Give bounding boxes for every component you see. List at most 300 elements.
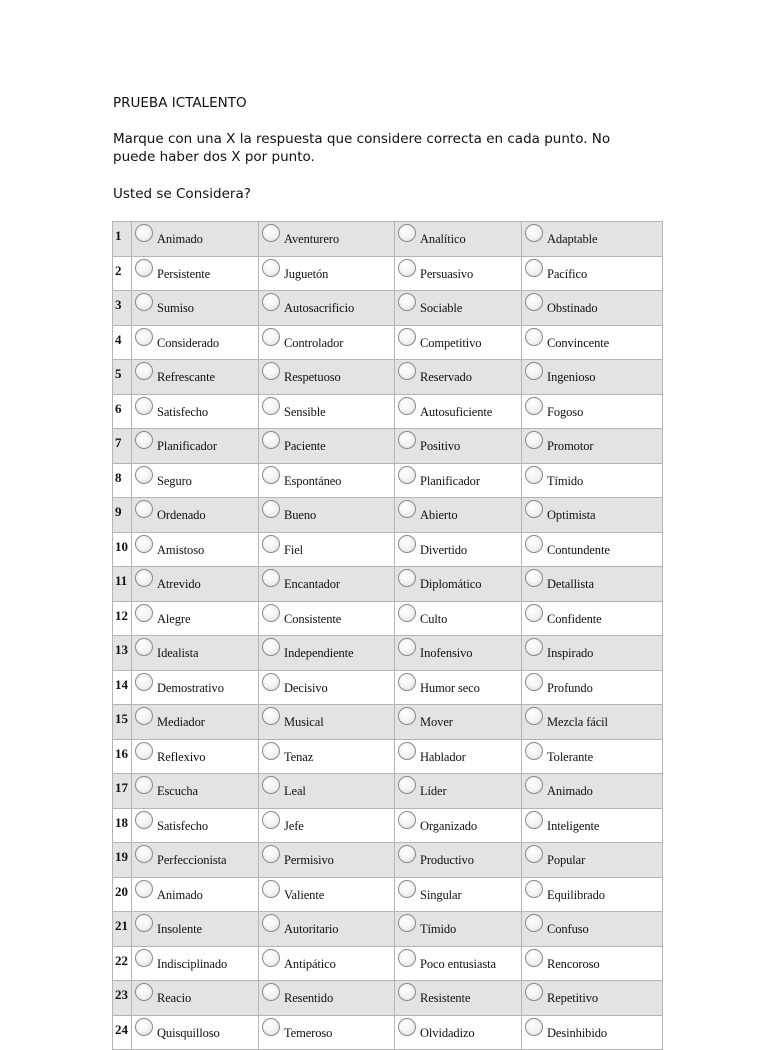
option-choice (259, 395, 394, 420)
row-number: 23 (113, 981, 132, 1016)
option-cell (395, 877, 522, 912)
option-cell (395, 325, 522, 360)
table-row (113, 325, 663, 360)
option-choice (522, 1016, 662, 1041)
option-choice (522, 740, 662, 765)
option-radio-button[interactable] (525, 673, 543, 691)
option-radio-button[interactable] (398, 914, 416, 932)
option-label: Fogoso (547, 404, 584, 419)
option-radio-button[interactable] (262, 673, 280, 691)
option-choice (395, 602, 521, 627)
option-choice (522, 981, 662, 1006)
option-radio-button[interactable] (262, 949, 280, 967)
table-row (113, 256, 663, 291)
option-label: Resentido (284, 991, 334, 1005)
option-choice (259, 498, 394, 523)
option-radio-button[interactable] (135, 811, 153, 829)
option-choice (132, 636, 258, 661)
option-radio-button[interactable] (135, 259, 153, 277)
option-choice (132, 257, 258, 282)
option-radio-button[interactable] (135, 880, 153, 898)
row-number: 5 (113, 360, 132, 395)
option-cell (259, 636, 395, 671)
option-choice (395, 326, 521, 351)
table-row (113, 877, 663, 912)
option-label: Reflexivo (157, 749, 206, 764)
option-choice (132, 1016, 258, 1041)
option-radio-button[interactable] (398, 569, 416, 587)
option-radio-button[interactable] (398, 845, 416, 863)
option-cell (522, 498, 663, 533)
option-radio-button[interactable] (398, 949, 416, 967)
option-radio-button[interactable] (398, 776, 416, 794)
option-label: Demostrativo (157, 680, 224, 695)
option-cell (395, 808, 522, 843)
option-radio-button[interactable] (398, 707, 416, 725)
option-radio-button[interactable] (398, 362, 416, 380)
option-radio-button[interactable] (525, 569, 543, 587)
option-radio-button[interactable] (525, 983, 543, 1001)
option-label: Ingenioso (547, 370, 596, 384)
option-cell (259, 567, 395, 602)
option-radio-button[interactable] (262, 328, 280, 346)
option-choice (395, 533, 521, 558)
option-cell (132, 843, 259, 878)
option-label: Líder (420, 784, 447, 798)
option-label: Juguetón (284, 266, 329, 281)
option-cell (132, 394, 259, 429)
table-row (113, 739, 663, 774)
option-choice (132, 878, 258, 903)
option-radio-button[interactable] (262, 1018, 280, 1036)
option-cell (395, 291, 522, 326)
option-cell (522, 325, 663, 360)
option-cell (259, 946, 395, 981)
option-choice (395, 429, 521, 454)
table-row (113, 843, 663, 878)
option-choice (132, 981, 258, 1006)
option-cell (132, 946, 259, 981)
option-radio-button[interactable] (525, 1018, 543, 1036)
option-cell (395, 670, 522, 705)
option-label: Repetitivo (547, 991, 599, 1005)
option-cell (259, 981, 395, 1016)
row-number: 9 (113, 498, 132, 533)
option-choice (522, 809, 662, 834)
row-number: 22 (113, 946, 132, 981)
table-row (113, 636, 663, 671)
option-radio-button[interactable] (135, 224, 153, 242)
option-choice (259, 809, 394, 834)
option-choice (259, 981, 394, 1006)
option-label: Animado (157, 887, 203, 902)
option-choice (522, 257, 662, 282)
option-cell (259, 670, 395, 705)
option-radio-button[interactable] (398, 431, 416, 449)
row-number: 13 (113, 636, 132, 671)
option-radio-button[interactable] (135, 742, 153, 760)
option-radio-button[interactable] (525, 811, 543, 829)
option-choice (395, 636, 521, 661)
option-cell (132, 567, 259, 602)
option-choice (132, 395, 258, 420)
option-radio-button[interactable] (398, 880, 416, 898)
option-cell (522, 877, 663, 912)
option-choice (132, 671, 258, 696)
option-radio-button[interactable] (262, 293, 280, 311)
option-choice (522, 533, 662, 558)
option-radio-button[interactable] (262, 535, 280, 553)
option-radio-button[interactable] (398, 500, 416, 518)
option-cell (522, 808, 663, 843)
option-cell (395, 1015, 522, 1050)
option-cell (522, 946, 663, 981)
option-cell (132, 670, 259, 705)
option-label: Jefe (284, 818, 304, 833)
option-radio-button[interactable] (525, 362, 543, 380)
option-choice (259, 878, 394, 903)
table-row (113, 946, 663, 981)
option-cell (522, 705, 663, 740)
option-label: Confuso (547, 922, 589, 936)
option-choice (132, 567, 258, 592)
option-label: Planificador (157, 439, 217, 453)
option-cell (259, 222, 395, 257)
option-label: Satisfecho (157, 404, 209, 419)
option-choice (395, 464, 521, 489)
option-radio-button[interactable] (135, 535, 153, 553)
option-cell (395, 636, 522, 671)
option-label: Pacífico (547, 266, 588, 281)
option-radio-button[interactable] (262, 259, 280, 277)
option-label: Leal (284, 784, 306, 798)
option-radio-button[interactable] (262, 431, 280, 449)
option-radio-button[interactable] (525, 604, 543, 622)
option-cell (522, 981, 663, 1016)
option-cell (259, 912, 395, 947)
option-cell (132, 774, 259, 809)
option-radio-button[interactable] (135, 569, 153, 587)
option-label: Bueno (284, 508, 317, 522)
option-radio-button[interactable] (135, 638, 153, 656)
row-number: 15 (113, 705, 132, 740)
option-radio-button[interactable] (135, 776, 153, 794)
option-label: Mediador (157, 715, 205, 729)
row-number: 1 (113, 222, 132, 257)
option-label: Desinhibido (547, 1025, 608, 1040)
option-radio-button[interactable] (262, 983, 280, 1001)
option-cell (259, 498, 395, 533)
option-cell (132, 912, 259, 947)
option-radio-button[interactable] (262, 742, 280, 760)
option-label: Promotor (547, 439, 594, 453)
option-choice (395, 843, 521, 868)
option-label: Sensible (284, 404, 326, 419)
option-choice (259, 705, 394, 730)
table-row (113, 808, 663, 843)
option-radio-button[interactable] (398, 328, 416, 346)
option-cell (132, 532, 259, 567)
option-choice (522, 636, 662, 661)
option-label: Analítico (420, 232, 466, 246)
option-label: Optimista (547, 508, 596, 522)
row-number: 10 (113, 532, 132, 567)
option-radio-button[interactable] (135, 983, 153, 1001)
option-radio-button[interactable] (262, 638, 280, 656)
option-cell (395, 912, 522, 947)
option-radio-button[interactable] (262, 397, 280, 415)
option-cell (259, 291, 395, 326)
option-cell (132, 1015, 259, 1050)
option-label: Inofensivo (420, 646, 473, 660)
option-radio-button[interactable] (135, 845, 153, 863)
option-cell (395, 394, 522, 429)
option-radio-button[interactable] (525, 535, 543, 553)
option-radio-button[interactable] (398, 466, 416, 484)
option-radio-button[interactable] (525, 224, 543, 242)
option-radio-button[interactable] (398, 293, 416, 311)
option-radio-button[interactable] (398, 983, 416, 1001)
option-radio-button[interactable] (525, 466, 543, 484)
option-label: Olvidadizo (420, 1025, 475, 1040)
option-radio-button[interactable] (398, 535, 416, 553)
option-choice (132, 326, 258, 351)
option-radio-button[interactable] (525, 397, 543, 415)
option-radio-button[interactable] (262, 604, 280, 622)
option-radio-button[interactable] (525, 293, 543, 311)
option-choice (132, 533, 258, 558)
option-choice (395, 257, 521, 282)
option-choice (395, 705, 521, 730)
option-radio-button[interactable] (525, 880, 543, 898)
option-label: Animado (547, 784, 593, 798)
option-label: Espontáneo (284, 473, 342, 488)
option-choice (522, 222, 662, 247)
option-choice (395, 567, 521, 592)
table-row (113, 912, 663, 947)
option-cell (132, 429, 259, 464)
option-radio-button[interactable] (262, 707, 280, 725)
option-choice (395, 1016, 521, 1041)
option-choice (522, 705, 662, 730)
option-label: Independiente (284, 646, 354, 660)
option-choice (395, 878, 521, 903)
row-number: 7 (113, 429, 132, 464)
option-choice (395, 981, 521, 1006)
answer-table-body (113, 222, 663, 1050)
option-choice (522, 326, 662, 351)
option-cell (132, 739, 259, 774)
option-radio-button[interactable] (525, 914, 543, 932)
option-choice (395, 809, 521, 834)
option-label: Poco entusiasta (420, 956, 496, 971)
option-radio-button[interactable] (525, 500, 543, 518)
option-radio-button[interactable] (398, 811, 416, 829)
option-radio-button[interactable] (398, 259, 416, 277)
option-radio-button[interactable] (525, 259, 543, 277)
option-radio-button[interactable] (525, 845, 543, 863)
option-cell (522, 567, 663, 602)
option-choice (522, 878, 662, 903)
table-row (113, 532, 663, 567)
option-cell (259, 601, 395, 636)
option-radio-button[interactable] (525, 776, 543, 794)
option-radio-button[interactable] (525, 328, 543, 346)
row-number: 12 (113, 601, 132, 636)
option-radio-button[interactable] (135, 1018, 153, 1036)
option-radio-button[interactable] (262, 776, 280, 794)
table-row (113, 429, 663, 464)
option-radio-button[interactable] (262, 811, 280, 829)
option-cell (132, 498, 259, 533)
option-label: Musical (284, 715, 324, 729)
option-choice (259, 843, 394, 868)
option-label: Inspirado (547, 646, 594, 660)
option-radio-button[interactable] (398, 638, 416, 656)
option-label: Tímido (547, 473, 584, 488)
option-radio-button[interactable] (398, 673, 416, 691)
option-radio-button[interactable] (262, 845, 280, 863)
option-label: Idealista (157, 646, 199, 660)
option-choice (522, 947, 662, 972)
option-radio-button[interactable] (525, 949, 543, 967)
option-radio-button[interactable] (135, 431, 153, 449)
option-label: Singular (420, 887, 462, 902)
option-choice (132, 222, 258, 247)
option-cell (522, 601, 663, 636)
row-number: 11 (113, 567, 132, 602)
option-radio-button[interactable] (262, 880, 280, 898)
option-cell (132, 981, 259, 1016)
option-choice (132, 740, 258, 765)
option-label: Aventurero (284, 232, 339, 246)
option-cell (259, 360, 395, 395)
option-radio-button[interactable] (135, 914, 153, 932)
option-cell (395, 498, 522, 533)
row-number: 6 (113, 394, 132, 429)
option-label: Persuasivo (420, 266, 474, 281)
option-label: Ordenado (157, 508, 206, 522)
option-cell (395, 774, 522, 809)
option-choice (522, 360, 662, 385)
option-cell (522, 291, 663, 326)
option-radio-button[interactable] (135, 362, 153, 380)
option-label: Autosacrificio (284, 301, 355, 315)
option-choice (522, 774, 662, 799)
option-radio-button[interactable] (135, 328, 153, 346)
option-cell (522, 429, 663, 464)
option-choice (259, 1016, 394, 1041)
option-cell (395, 360, 522, 395)
option-radio-button[interactable] (135, 466, 153, 484)
option-radio-button[interactable] (135, 707, 153, 725)
option-label: Refrescante (157, 370, 215, 384)
option-radio-button[interactable] (262, 500, 280, 518)
option-radio-button[interactable] (135, 949, 153, 967)
option-radio-button[interactable] (262, 362, 280, 380)
option-radio-button[interactable] (398, 742, 416, 760)
table-row (113, 670, 663, 705)
option-label: Consistente (284, 611, 342, 626)
option-choice (522, 671, 662, 696)
option-radio-button[interactable] (135, 604, 153, 622)
option-choice (259, 912, 394, 937)
option-radio-button[interactable] (262, 914, 280, 932)
option-radio-button[interactable] (398, 1018, 416, 1036)
option-radio-button[interactable] (262, 569, 280, 587)
option-choice (259, 464, 394, 489)
table-row (113, 981, 663, 1016)
option-radio-button[interactable] (398, 604, 416, 622)
option-label: Indisciplinado (157, 956, 228, 971)
option-radio-button[interactable] (135, 397, 153, 415)
option-choice (259, 602, 394, 627)
option-label: Convincente (547, 335, 610, 350)
option-radio-button[interactable] (398, 397, 416, 415)
option-label: Reacio (157, 991, 192, 1005)
option-label: Abierto (420, 508, 458, 522)
option-cell (259, 429, 395, 464)
option-label: Temeroso (284, 1025, 333, 1040)
row-number: 16 (113, 739, 132, 774)
option-label: Respetuoso (284, 370, 341, 384)
option-label: Humor seco (420, 680, 480, 695)
option-choice (132, 912, 258, 937)
option-cell (259, 532, 395, 567)
option-choice (132, 498, 258, 523)
option-choice (132, 774, 258, 799)
document-title: PRUEBA ICTALENTO (113, 95, 247, 111)
option-radio-button[interactable] (525, 707, 543, 725)
option-cell (522, 532, 663, 567)
option-choice (395, 671, 521, 696)
option-radio-button[interactable] (398, 224, 416, 242)
option-cell (259, 705, 395, 740)
row-number: 21 (113, 912, 132, 947)
option-label: Mezcla fácil (547, 715, 608, 729)
option-radio-button[interactable] (135, 500, 153, 518)
option-cell (395, 601, 522, 636)
option-choice (522, 291, 662, 316)
option-label: Organizado (420, 818, 478, 833)
option-choice (132, 843, 258, 868)
option-radio-button[interactable] (525, 742, 543, 760)
option-label: Obstinado (547, 301, 598, 315)
option-label: Rencoroso (547, 956, 600, 971)
option-radio-button[interactable] (135, 673, 153, 691)
option-label: Planificador (420, 473, 480, 488)
option-label: Contundente (547, 542, 610, 557)
option-radio-button[interactable] (262, 224, 280, 242)
table-row (113, 291, 663, 326)
row-number: 19 (113, 843, 132, 878)
option-radio-button[interactable] (262, 466, 280, 484)
option-cell (259, 1015, 395, 1050)
option-cell (259, 394, 395, 429)
option-choice (132, 602, 258, 627)
option-label: Detallista (547, 577, 594, 591)
option-radio-button[interactable] (525, 431, 543, 449)
option-cell (522, 843, 663, 878)
option-label: Equilibrado (547, 887, 605, 902)
option-radio-button[interactable] (525, 638, 543, 656)
option-choice (522, 464, 662, 489)
option-label: Fiel (284, 542, 304, 557)
option-label: Tenaz (284, 749, 314, 764)
option-label: Sumiso (157, 301, 194, 315)
option-radio-button[interactable] (135, 293, 153, 311)
option-label: Tolerante (547, 749, 594, 764)
